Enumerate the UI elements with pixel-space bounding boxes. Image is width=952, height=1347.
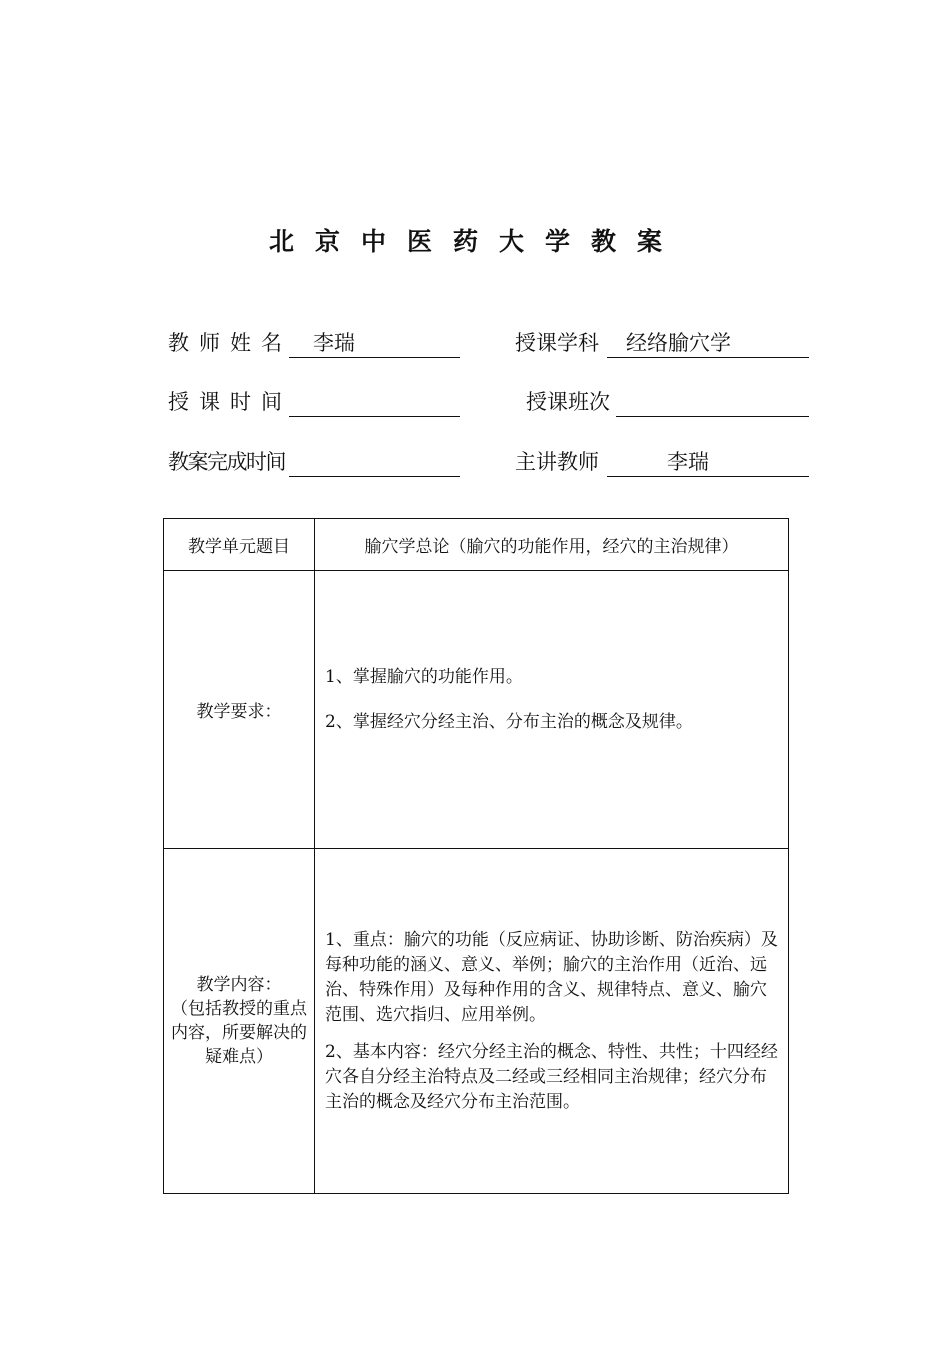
teacher-name-field xyxy=(168,327,460,361)
page-title: 北京中医药大学教案 xyxy=(268,227,683,256)
content-label xyxy=(164,849,315,1194)
complete-time-label: 教案完成时间 xyxy=(168,450,285,474)
class-field xyxy=(526,386,809,420)
requirement-item: 1、掌握腧穴的功能作用。 xyxy=(325,666,523,687)
time-underline xyxy=(289,386,460,417)
requirements-cell xyxy=(315,571,789,849)
requirement-item: 2、掌握经穴分经主治、分布主治的概念及规律。 xyxy=(325,711,693,732)
complete-time-underline xyxy=(289,446,460,477)
class-label: 授课班次 xyxy=(526,390,610,414)
lesson-plan-table xyxy=(163,518,789,1194)
requirements-label: 教学要求： xyxy=(164,571,315,849)
lecturer-field xyxy=(515,446,809,480)
subject-label: 授课学科 xyxy=(515,331,599,355)
time-label: 授课时间 xyxy=(168,390,292,414)
content-label-line1: 教学内容： xyxy=(196,975,282,995)
lecturer-label: 主讲教师 xyxy=(515,450,599,474)
complete-time-field xyxy=(168,446,460,480)
table-row-unit xyxy=(164,519,789,571)
table-row-requirements xyxy=(164,571,789,849)
table-row-content xyxy=(164,849,789,1194)
teacher-name-label: 教师姓名 xyxy=(168,331,292,355)
content-label-line2: （包括教授的重点内容，所要解决的疑难点） xyxy=(171,999,307,1067)
unit-value: 腧穴学总论（腧穴的功能作用，经穴的主治规律） xyxy=(315,519,789,571)
content-item: 1、重点：腧穴的功能（反应病证、协助诊断、防治疾病）及每种功能的涵义、意义、举例；腧穴的主治作用（近治、远治、特殊作用）及每种作用的含义、规律特点、意义、腧穴范围、选穴指归、应用举例。 xyxy=(325,929,778,1025)
subject-field xyxy=(515,327,809,361)
unit-label: 教学单元题目 xyxy=(164,519,315,571)
subject-value: 经络腧穴学 xyxy=(626,331,731,355)
teacher-name-value: 李瑞 xyxy=(313,331,355,355)
lecturer-value: 李瑞 xyxy=(667,450,709,474)
class-underline xyxy=(616,386,809,417)
content-cell xyxy=(315,849,789,1194)
time-field xyxy=(168,386,460,420)
content-item: 2、基本内容：经穴分经主治的概念、特性、共性；十四经经穴各自分经主治特点及二经或三经相同主治规律；经穴分布主治的概念及经穴分布主治范围。 xyxy=(325,1041,778,1112)
